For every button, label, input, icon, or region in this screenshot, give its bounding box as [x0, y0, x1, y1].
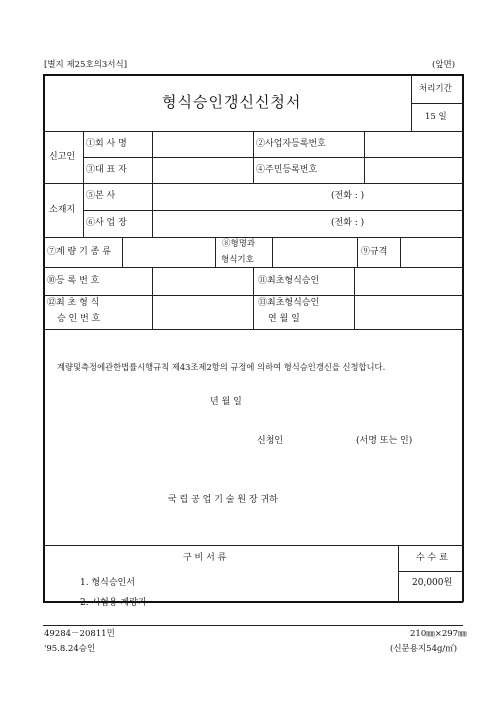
grid-v-loc	[152, 183, 153, 237]
grid-v-ins5	[400, 237, 401, 267]
footer-size: 210㎜×297㎜	[410, 629, 467, 639]
grid-v-ins4	[357, 237, 358, 267]
grid-v-app3	[364, 131, 365, 183]
frame-right	[462, 74, 464, 602]
grid-h2	[83, 157, 462, 158]
first-approval-no-label-2: 승 인 번 호	[57, 314, 101, 324]
grid-v-group	[83, 131, 84, 237]
company-name-label: ①회 사 명	[86, 139, 127, 149]
footer-code: 49284－20811민	[44, 629, 115, 639]
grid-v-ins1	[122, 237, 123, 267]
spec-label: ⑨규격	[361, 247, 388, 257]
registration-no-label: ⑩등 록 번 호	[47, 276, 100, 286]
processing-split	[411, 103, 462, 104]
footer-approval: '95.8.24승인	[44, 644, 96, 654]
grid-h3	[43, 183, 463, 184]
grid-v-app2	[253, 131, 254, 183]
signature-label: (서명 또는 인)	[356, 436, 413, 446]
grid-v-reg2	[253, 267, 254, 329]
page-side: (앞면)	[432, 60, 456, 70]
processing-label: 처리기간	[419, 84, 452, 94]
first-approval-label: ⑪최초형식승인	[258, 276, 320, 286]
model-label-1: ⑧형명과	[222, 239, 256, 249]
first-approval-date-label-2: 연 월 일	[268, 314, 300, 324]
hq-phone: (전화 : )	[331, 191, 365, 201]
document-item-1: 1. 형식승인서	[80, 578, 135, 588]
representative-label: ③대 표 자	[86, 165, 127, 175]
application-statement: 계량및측정에관한법률시행규칙 제43조제2항의 규정에 의하여 형식승인갱신을 신청합니다.	[57, 362, 386, 372]
resident-reg-label: ④주민등록번호	[256, 165, 318, 175]
documents-header: 구 비 서 류	[183, 553, 227, 563]
grid-h10	[398, 571, 462, 572]
applicant-label: 신청인	[257, 436, 284, 446]
fee-label: 수 수 료	[416, 553, 448, 563]
applicant-group-label: 신고인	[49, 152, 76, 162]
processing-value: 15 일	[425, 112, 447, 122]
instrument-type-label: ⑦계 량 기 종 류	[47, 247, 111, 257]
grid-h9	[43, 545, 463, 546]
headquarters-label: ⑤본 사	[86, 191, 116, 201]
application-date: 년 월 일	[210, 397, 242, 407]
frame-left	[43, 74, 45, 602]
workplace-phone: (전화 : )	[331, 218, 365, 228]
addressee: 국 립 공 업 기 술 원 장 귀하	[168, 495, 278, 505]
grid-h4	[83, 210, 462, 211]
grid-v-ins3	[272, 237, 273, 267]
model-label-2: 형식기호	[221, 255, 254, 265]
workplace-label: ⑥사 업 장	[86, 218, 127, 228]
form-title: 형식승인갱신신청서	[162, 93, 302, 111]
first-approval-date-label-1: ⑬최초형식승인	[258, 298, 320, 308]
first-approval-no-label-1: ⑫최 초 형 식	[47, 298, 100, 308]
footer-paper: (신문용지54g/㎡)	[390, 644, 458, 654]
grid-v-ins2	[215, 237, 216, 267]
grid-h8	[43, 329, 463, 330]
location-group-label: 소재지	[49, 205, 76, 215]
document-item-2: 2. 시험용 계량기	[80, 598, 147, 608]
grid-v-fee	[398, 545, 399, 601]
grid-v-reg3	[354, 267, 355, 329]
frame-top	[43, 74, 463, 76]
fee-value: 20,000원	[412, 578, 453, 588]
form-number: [별지 제25호의3서식]	[44, 60, 128, 70]
business-reg-label: ②사업자등록번호	[256, 139, 326, 149]
grid-v-reg1	[152, 267, 153, 329]
grid-v-app1	[152, 131, 153, 183]
footer-rule	[43, 625, 463, 626]
